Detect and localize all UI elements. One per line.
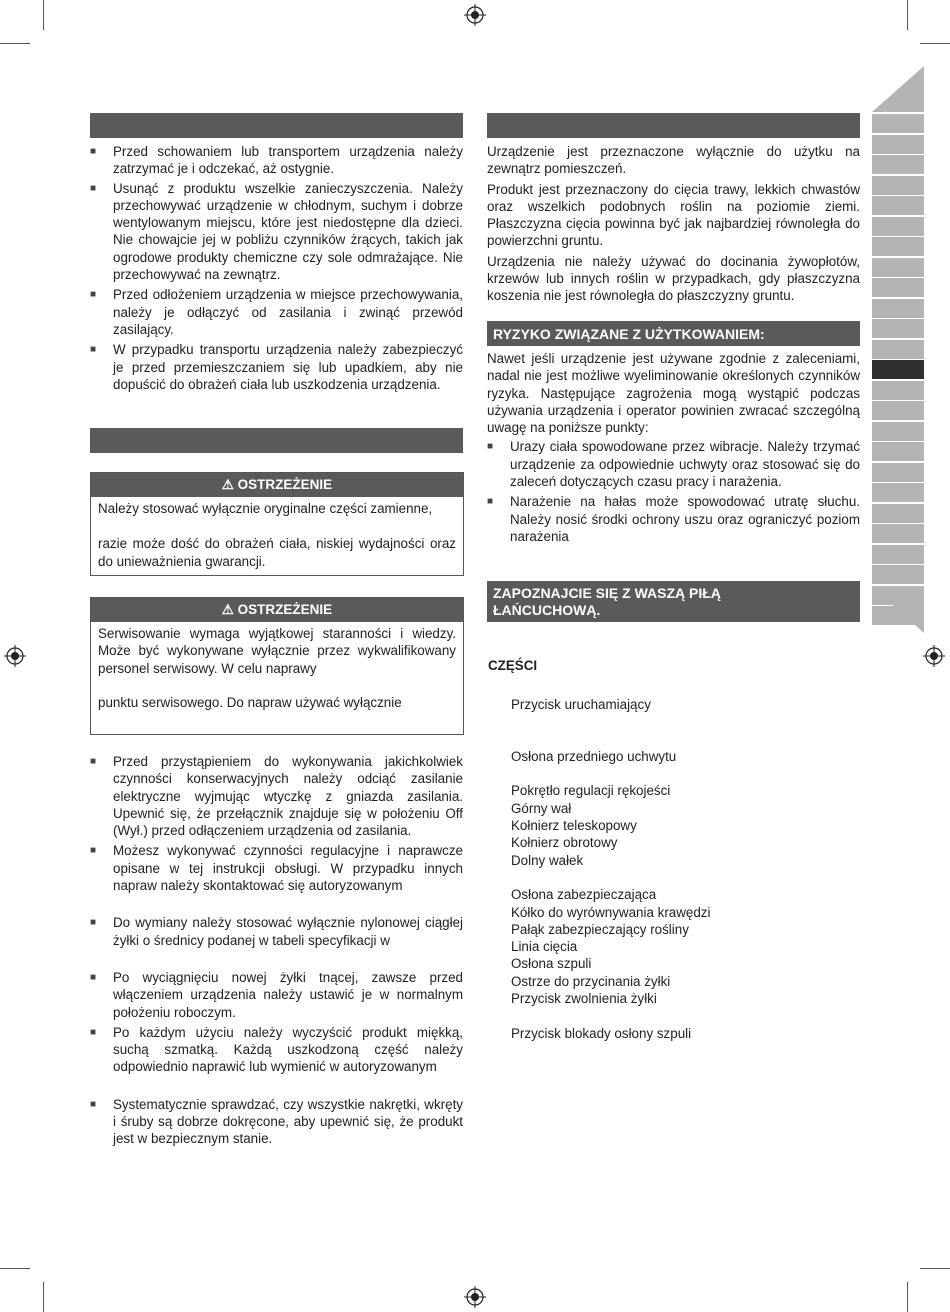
list-item: Kołnierz teleskopowy	[511, 818, 637, 834]
maintenance-bullet-list	[90, 753, 463, 1148]
list-item: ■ Przed odłożeniem urządzenia w miejsce przechowywania, należy je odłączyć od zasilania i zwinąć przewód zasilający.	[90, 286, 463, 338]
language-tab	[872, 360, 924, 379]
list-item: ■ Systematycznie sprawdzać, czy wszystkie nakrętki, wkręty i śruby są dobrze dokręcone, aby upewnić się, że produkt jest w bezpiecznym stanie.	[90, 1096, 463, 1148]
registration-mark-icon	[464, 4, 486, 26]
language-tab	[872, 586, 924, 605]
registration-mark-icon	[923, 645, 945, 667]
warning-text: punktu serwisowego. Do napraw używać wyłącznie	[98, 694, 402, 710]
language-tab	[872, 422, 924, 441]
crop-mark	[920, 43, 950, 44]
crop-mark	[43, 0, 44, 30]
list-item: ■ W przypadku transportu urządzenia należy zabezpieczyć je przed przemieszczaniem się lub upadkiem, aby nie dopuścić do obrażeń ciała lub uszkodzenia urządzenia.	[90, 341, 463, 393]
registration-mark-icon	[4, 645, 26, 667]
list-item: Linia cięcia	[511, 939, 578, 955]
list-item: Przycisk zwolnienia żyłki	[511, 991, 657, 1007]
risk-heading	[487, 321, 860, 346]
list-item: Osłona szpuli	[511, 956, 592, 972]
list-item: Kołnierz obrotowy	[511, 835, 618, 851]
warning-title: OSTRZEŻENIE	[237, 477, 333, 492]
crop-mark	[907, 1282, 908, 1312]
language-tab	[872, 565, 924, 584]
familiar-heading	[487, 581, 860, 622]
paragraph: Nawet jeśli urządzenie jest używane zgodnie z zaleceniami, nadal nie jest możliwe wyeliminowanie określonych czynników ryzyka. Następujące zagrożenia mogą wystąpić podczas używania urządzenia i operator powinien zwracać szczególną uwagę na poniższe punkty:	[487, 351, 860, 436]
language-tab	[872, 381, 924, 400]
crop-mark	[907, 0, 908, 30]
list-item: ■ Przed przystąpieniem do wykonywania jakichkolwiek czynności konserwacyjnych należy odciąć zasilanie elektryczne wyjmując wtyczkę z gniazda zasilania. Upewnić się, że przełącznik znajduje się w położeniu Off (Wył.) przed odłączeniem urządzenia od zasilania.	[90, 753, 463, 839]
crop-mark	[0, 43, 30, 44]
language-tab	[872, 258, 924, 277]
list-item: ■ Po każdym użyciu należy wyczyścić produkt miękką, suchą szmatką. Każdą uszkodzoną część należy odpowiednio naprawić lub wymienić w autoryzowanym	[90, 1024, 463, 1076]
intended-use-text	[487, 143, 860, 305]
storage-bullet-list	[90, 143, 463, 393]
warning-triangle-icon: ⚠	[221, 602, 234, 617]
list-item: Osłona zabezpieczająca	[511, 887, 657, 903]
language-tab	[872, 504, 924, 523]
warning-box	[90, 472, 464, 576]
list-item: Pokrętło regulacji rękojeści	[511, 783, 671, 799]
crop-mark	[920, 1268, 950, 1269]
language-tab	[872, 299, 924, 318]
language-tab	[872, 483, 924, 502]
language-tab	[872, 524, 924, 543]
warning-triangle-icon: ⚠	[221, 477, 234, 492]
language-tab	[872, 545, 924, 564]
language-tab	[872, 135, 924, 154]
language-tab	[872, 176, 924, 195]
warning-header	[91, 598, 463, 622]
warning-box	[90, 597, 464, 735]
section-header-bar	[90, 113, 463, 138]
warning-text: razie może dość do obrażeń ciała, niskiej wydajności oraz do unieważnienia gwarancji.	[98, 536, 456, 569]
language-tab	[872, 401, 924, 420]
language-tab	[872, 278, 924, 297]
registration-mark-icon	[464, 1286, 486, 1308]
paragraph: Produkt jest przeznaczony do cięcia trawy, lekkich chwastów oraz wszelkich podobnych roślin na poziomie ziemi. Płaszczyzna cięcia powinna być jak najbardziej równoległa do powierzchni gruntu.	[487, 181, 860, 249]
warning-title: OSTRZEŻENIE	[237, 602, 333, 617]
list-item: Przycisk uruchamiający	[511, 697, 651, 712]
crop-mark	[43, 1282, 44, 1312]
language-tab	[872, 340, 924, 359]
heading-text: RYZYKO ZWIĄZANE Z UŻYTKOWANIEM:	[493, 326, 765, 342]
heading-text: ŁAŃCUCHOWĄ.	[493, 602, 601, 618]
risk-text	[487, 350, 860, 545]
warning-text: Należy stosować wyłącznie oryginalne części zamienne,	[98, 501, 433, 516]
list-item: ■ Po wyciągnięciu nowej żyłki tnącej, zawsze przed włączeniem urządzenia należy ustawić je w normalnym położeniu roboczym.	[90, 969, 463, 1021]
list-item: Górny wał	[511, 800, 572, 816]
language-tab	[872, 155, 924, 174]
list-item: Przycisk blokady osłony szpuli	[511, 1025, 692, 1041]
parts-list	[511, 696, 710, 1042]
crop-mark	[0, 1268, 30, 1269]
list-item: ■ Możesz wykonywać czynności regulacyjne i naprawcze opisane w tej instrukcji obsługi. W przypadku innych napraw należy skontaktować się autoryzowanym	[90, 842, 463, 894]
list-item: ■ Urazy ciała spowodowane przez wibracje. Należy trzymać urządzenie za odpowiednie uchwyty oraz stosować się do zaleceń dotyczących czasu pracy i narażenia.	[487, 438, 860, 490]
heading-text: ZAPOZNAJCIE SIĘ Z WASZĄ PIŁĄ	[493, 585, 721, 601]
paragraph: Urządzenia nie należy używać do docinania żywopłotów, krzewów lub innych roślin w przypadkach, gdy płaszczyzna koszenia nie jest równoległa do płaszczyzny gruntu.	[487, 253, 860, 304]
list-item: ■ Do wymiany należy stosować wyłącznie nylonowej ciągłej żyłki o średnicy podanej w tabeli specyfikacji w	[90, 914, 463, 949]
list-item: ■ Przed schowaniem lub transportem urządzenia należy zatrzymać je i odczekać, aż ostygnie.	[90, 143, 463, 178]
list-item: Pałąk zabezpieczający rośliny	[511, 921, 689, 937]
list-item: Kółko do wyrównywania krawędzi	[511, 904, 711, 920]
tab-strip-top-triangle	[872, 66, 924, 112]
language-tab	[872, 463, 924, 482]
language-tab	[872, 606, 924, 625]
warning-header	[91, 473, 463, 497]
paragraph: Urządzenie jest przeznaczone wyłącznie do użytku na zewnątrz pomieszczeń.	[487, 144, 860, 177]
list-item: ■ Narażenie na hałas może spowodować utratę słuchu. Należy nosić środki ochrony uszu oraz ograniczyć poziom narażenia	[487, 493, 860, 545]
language-tab	[872, 237, 924, 256]
parts-heading: CZĘŚCI	[488, 658, 538, 673]
language-tab	[872, 114, 924, 133]
language-tab	[872, 319, 924, 338]
language-tab	[872, 196, 924, 215]
list-item: Dolny wałek	[511, 852, 584, 868]
language-tab	[872, 442, 924, 461]
list-item: ■ Usunąć z produktu wszelkie zanieczyszczenia. Należy przechowywać urządzenie w chłodnym, suchym i dobrze wentylowanym miejscu, które jest niedostępne dla dzieci. Nie chowajcie jej w pobliżu czynników żrących, takich jak ogrodowe produkty chemiczne czy sole odmrażające. Nie przechowywać na zewnątrz.	[90, 180, 463, 284]
list-item: Ostrze do przycinania żyłki	[511, 973, 671, 989]
list-item: Osłona przedniego uchwytu	[511, 748, 677, 764]
language-tab	[872, 217, 924, 236]
warning-text: Serwisowanie wymaga wyjątkowej staranności i wiedzy. Może być wykonywane wyłącznie przez wykwalifikowany personel serwisowy. W celu naprawy	[98, 626, 456, 676]
section-header-bar	[487, 113, 860, 138]
section-header-bar	[90, 428, 463, 453]
